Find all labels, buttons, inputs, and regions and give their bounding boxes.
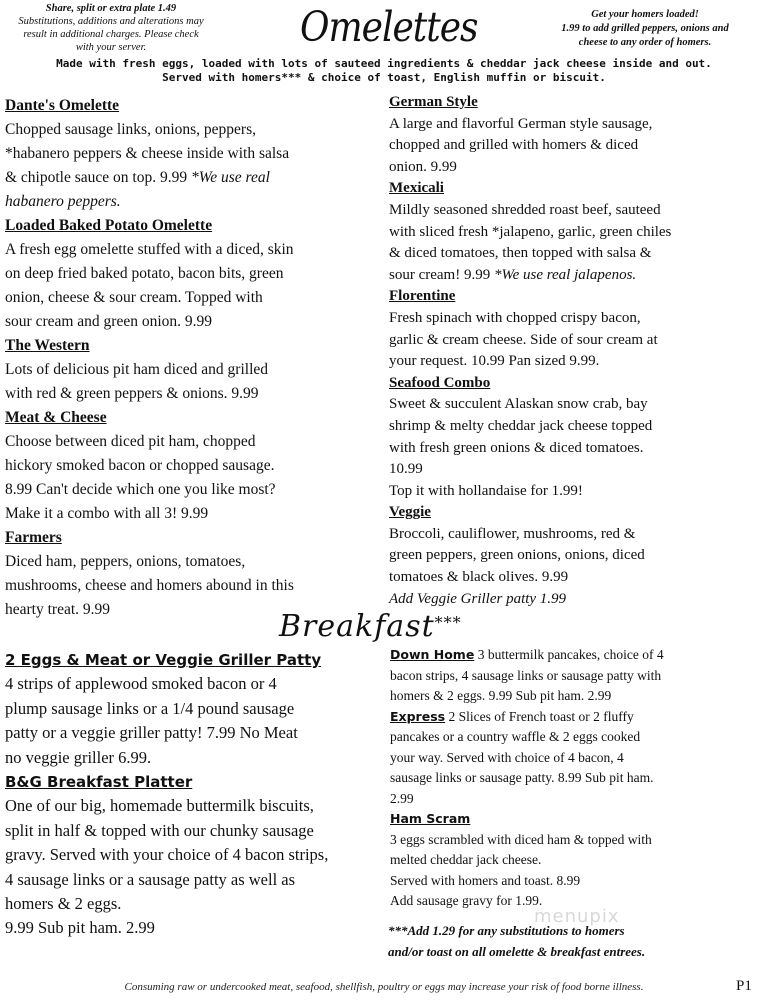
item-desc-line: mushrooms, cheese and homers abound in this: [5, 577, 294, 594]
substitution-note-line: result in additional charges. Please check: [23, 29, 199, 40]
menu-item-the-western: [5, 334, 375, 406]
item-desc-line: with red & green peppers & onions. 9.99: [5, 385, 259, 402]
item-desc-line: pancakes or a country waffle & 2 eggs cooked: [390, 729, 641, 744]
item-name: Meat & Cheese: [5, 409, 107, 426]
item-desc-line: A large and flavorful German style sausage,: [389, 115, 653, 132]
item-desc-line: chopped and grilled with homers & diced: [389, 137, 639, 154]
item-desc-line: melted cheddar jack cheese.: [390, 852, 542, 867]
omelettes-left-column: [5, 94, 375, 622]
item-desc-line: garlic & cream cheese. Side of sour cream at: [389, 331, 658, 348]
menu-item-farmers: [5, 526, 375, 622]
item-desc-line: with fresh green onions & diced tomatoes.: [389, 439, 644, 456]
item-desc-line: no veggie griller 6.99.: [5, 747, 152, 767]
item-desc-line: your request. 10.99 Pan sized 9.99.: [389, 353, 600, 370]
item-desc-line: 10.99: [389, 461, 423, 478]
item-desc-line: shrimp & melty cheddar jack cheese topped: [389, 417, 653, 434]
item-desc-line: One of our big, homemade buttermilk biscuits,: [5, 796, 314, 816]
item-name: The Western: [5, 337, 90, 354]
item-desc-line: plump sausage links or a 1/4 pound sausage: [5, 698, 295, 718]
item-desc-line: Sweet & succulent Alaskan snow crab, bay: [389, 396, 648, 413]
item-desc-line: A fresh egg omelette stuffed with a diced, skin: [5, 241, 294, 258]
item-name: Farmers: [5, 529, 62, 546]
menu-item-loaded-baked-potato: [5, 214, 375, 334]
food-safety-disclaimer: Consuming raw or undercooked meat, seafood, shellfish, poultry or eggs may increase your risk of food borne illness.: [124, 981, 644, 993]
menu-item-2-eggs-and-meat: [5, 648, 377, 770]
item-name: Mexicali: [389, 180, 444, 197]
item-desc-line: 8.99 Can't decide which one you like most?: [5, 481, 276, 498]
item-desc-line: & diced tomatoes, then topped with salsa &: [389, 245, 652, 262]
substitution-note-line: Substitutions, additions and alterations may: [18, 16, 204, 27]
item-name: Veggie: [389, 504, 431, 521]
item-desc-line: 9.99 Sub pit ham. 2.99: [5, 918, 155, 938]
item-desc-line: your way. Served with choice of 4 bacon, 4: [390, 749, 624, 765]
menu-item-german-style: [389, 92, 759, 178]
item-desc-line: *habanero peppers & cheese inside with salsa: [5, 145, 290, 162]
item-name: Express: [390, 708, 446, 724]
item-desc-line: Broccoli, cauliflower, mushrooms, red &: [389, 525, 636, 542]
item-desc-line: [389, 265, 759, 287]
item-desc-line: Choose between diced pit ham, chopped: [5, 433, 256, 450]
item-desc-line: Fresh spinach with chopped crispy bacon,: [389, 309, 641, 326]
item-name: German Style: [389, 94, 478, 110]
item-desc-line: on deep fried baked potato, bacon bits, green: [5, 265, 284, 282]
item-name: Seafood Combo: [389, 374, 491, 391]
item-name: Dante's Omelette: [5, 97, 120, 114]
item-desc-line: [390, 707, 768, 728]
item-desc-line: Top it with hollandaise for 1.99!: [389, 482, 583, 499]
item-name: B&G Breakfast Platter: [5, 773, 193, 792]
share-substitution-note: [4, 2, 218, 54]
item-desc-line: [390, 645, 768, 666]
omelettes-right-column: [389, 92, 759, 610]
omelettes-title: Omelettes: [300, 4, 478, 52]
homers-note-line: cheese to any order of homers.: [578, 37, 712, 48]
substitution-note-line: with your server.: [75, 42, 147, 53]
item-desc-line: 4 sausage links or a sausage patty as well as: [5, 869, 296, 889]
menupix-watermark: menupix: [534, 906, 620, 927]
item-desc-line: Chopped sausage links, onions, peppers,: [5, 121, 256, 138]
item-desc-line: sausage links or sausage patty. 8.99 Sub pit ham.: [390, 770, 654, 785]
page-number: P1: [736, 978, 752, 994]
homers-loaded-note: [525, 8, 765, 50]
item-desc-line: 4 strips of applewood smoked bacon or 4: [5, 674, 277, 694]
breakfast-title-stars: ***: [434, 613, 462, 632]
item-desc-line: homers & 2 eggs.: [5, 894, 122, 914]
item-desc-line: sour cream and green onion. 9.99: [5, 313, 213, 330]
breakfast-left-column: [5, 648, 377, 941]
item-name: Florentine: [389, 288, 456, 305]
item-desc-line: bacon strips, 4 sausage links or sausage patty with: [390, 667, 662, 683]
menu-item-down-home: [390, 645, 768, 707]
item-desc-line: green peppers, green onions, onions, diced: [389, 547, 645, 564]
item-desc-line: 2.99: [390, 790, 414, 806]
substitutions-note: [388, 920, 766, 962]
item-name: Loaded Baked Potato Omelette: [5, 217, 213, 234]
item-desc-line: Mildly seasoned shredded roast beef, sauteed: [389, 201, 661, 218]
item-desc-line: hickory smoked bacon or chopped sausage.: [5, 457, 275, 474]
substitutions-note-line: ***Add 1.29 for any substitutions to homers: [388, 923, 625, 938]
item-desc-line: Diced ham, peppers, onions, tomatoes,: [5, 553, 246, 570]
omelette-intro-line-1: Made with fresh eggs, loaded with lots of sauteed ingredients & cheddar jack cheese inside and out.: [56, 57, 712, 70]
item-desc-line: Add sausage gravy for 1.99.: [390, 893, 543, 908]
menu-item-express: [390, 707, 768, 810]
item-desc-line: with sliced fresh *jalapeno, garlic, green chiles: [389, 223, 672, 240]
substitutions-note-line: and/or toast on all omelette & breakfast entrees.: [388, 944, 646, 959]
item-desc-line: patty or a veggie griller patty! 7.99 No Meat: [5, 723, 298, 743]
item-desc-line: [5, 166, 375, 190]
menu-item-dantes-omelette: [5, 94, 375, 214]
share-note-line: Share, split or extra plate 1.49: [45, 3, 177, 14]
item-desc-line: split in half & topped with our chunky sausage: [5, 820, 314, 840]
omelette-intro-line-2: Served with homers*** & choice of toast, English muffin or biscuit.: [162, 71, 606, 84]
item-desc-line: Lots of delicious pit ham diced and grilled: [5, 361, 269, 378]
breakfast-title-text: Breakfast: [279, 609, 435, 644]
habanero-note: *We use real: [190, 169, 270, 186]
item-desc-line: homers & 2 eggs. 9.99 Sub pit ham. 2.99: [390, 688, 612, 703]
item-name: Ham Scram: [390, 811, 471, 826]
breakfast-right-column: [390, 645, 768, 912]
item-desc-line: hearty treat. 9.99: [5, 601, 111, 618]
item-desc-line: onion. 9.99: [389, 158, 457, 175]
homers-note-line: 1.99 to add grilled peppers, onions and: [561, 23, 729, 34]
item-desc-text: 2 Slices of French toast or 2 fluffy: [445, 708, 634, 724]
item-desc-line: Served with homers and toast. 8.99: [390, 872, 581, 888]
habanero-note: habanero peppers.: [5, 193, 121, 210]
item-desc-text: & chipotle sauce on top. 9.99: [5, 169, 191, 186]
homers-note-line: Get your homers loaded!: [591, 9, 699, 20]
menu-item-seafood-combo: [389, 373, 759, 503]
veggie-griller-addon: Add Veggie Griller patty 1.99: [389, 590, 567, 607]
item-desc-line: 3 eggs scrambled with diced ham & topped with: [390, 831, 652, 847]
menu-item-mexicali: [389, 178, 759, 286]
menu-item-veggie: [389, 502, 759, 610]
menu-item-meat-and-cheese: [5, 406, 375, 526]
item-desc-line: onion, cheese & sour cream. Topped with: [5, 289, 263, 306]
item-name: 2 Eggs & Meat or Veggie Griller Patty: [5, 651, 322, 669]
item-desc-text: 3 buttermilk pancakes, choice of 4: [474, 647, 664, 662]
menu-item-ham-scram: [390, 809, 768, 912]
item-desc-line: Make it a combo with all 3! 9.99: [5, 505, 209, 522]
menu-item-bg-breakfast-platter: [5, 770, 377, 941]
item-name: Down Home: [390, 647, 475, 662]
jalapeno-note: *We use real jalapenos.: [493, 266, 637, 283]
item-desc-line: tomatoes & black olives. 9.99: [389, 569, 569, 586]
item-desc-line: gravy. Served with your choice of 4 bacon strips,: [5, 845, 329, 865]
menu-item-florentine: [389, 286, 759, 372]
item-desc-text: sour cream! 9.99: [389, 266, 494, 283]
breakfast-title: [279, 609, 499, 645]
